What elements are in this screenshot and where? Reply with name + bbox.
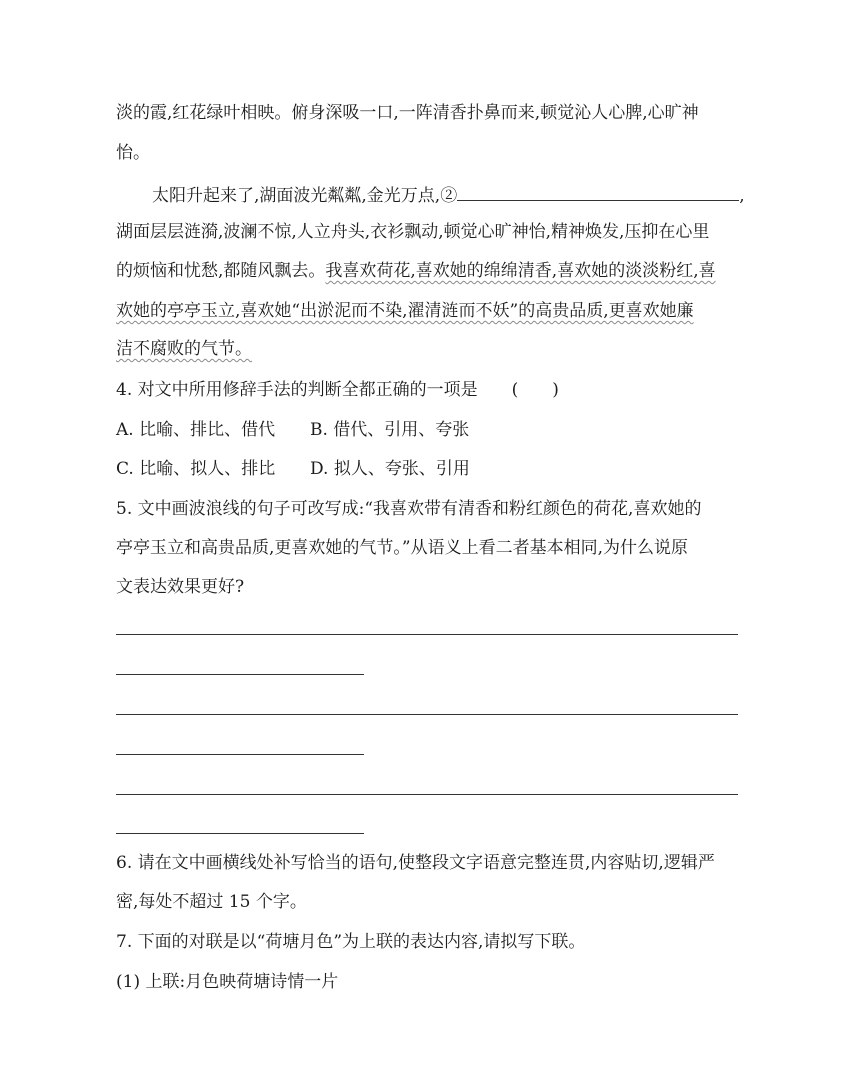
question-4-text: 4. 对文中所用修辞手法的判断全都正确的一项是 <box>116 380 478 400</box>
option-b[interactable]: B. 借代、引用、夸张 <box>310 420 470 440</box>
option-a[interactable]: A. 比喻、排比、借代 <box>116 420 276 440</box>
passage-line-5 <box>116 260 716 282</box>
answer-line-3[interactable] <box>116 714 738 715</box>
wavy-underlined-sentence-part-2: 欢她的亭亭玉立,喜欢她“出淤泥而不染,濯清涟而不妖”的高贵品质,更喜欢她廉 <box>116 301 694 321</box>
option-c[interactable]: C. 比喻、拟人、排比 <box>116 459 276 479</box>
question-5-line-3: 文表达效果更好? <box>116 577 245 597</box>
fill-blank-2[interactable] <box>457 182 739 201</box>
question-7-line-1: 7. 下面的对联是以“荷塘月色”为上联的表达内容,请拟写下联。 <box>116 932 586 952</box>
wavy-underlined-sentence-part-1: 我喜欢荷花,喜欢她的绵绵清香,喜欢她的淡淡粉红,喜 <box>325 261 716 281</box>
passage-line-1: 淡的霞,红花绿叶相映。俯身深吸一口,一阵清香扑鼻而来,顿觉沁人心脾,心旷神 <box>116 103 699 123</box>
passage-line-7 <box>116 338 252 360</box>
passage-line-6 <box>116 300 694 322</box>
passage-line-3 <box>152 182 745 207</box>
question-7-line-2: (1) 上联:月色映荷塘诗情一片 <box>116 972 339 992</box>
wavy-underlined-sentence-part-3: 洁不腐败的气节。 <box>116 339 252 359</box>
question-4-stem <box>116 379 559 401</box>
passage-line-3-comma: , <box>739 186 745 206</box>
question-6-line-1: 6. 请在文中画横线处补写恰当的语句,使整段文字语意完整连贯,内容贴切,逻辑严 <box>116 853 715 873</box>
passage-line-3-text: 太阳升起来了,湖面波光粼粼,金光万点,② <box>152 186 458 206</box>
answer-line-2[interactable] <box>116 674 364 675</box>
answer-line-5[interactable] <box>116 794 738 795</box>
question-4-options-row-2 <box>116 458 470 480</box>
passage-line-2: 怡。 <box>116 143 150 163</box>
question-4-options-row-1 <box>116 419 470 441</box>
passage-line-5-plain: 的烦恼和忧愁,都随风飘去。 <box>116 261 326 281</box>
answer-line-4[interactable] <box>116 754 364 755</box>
answer-line-6[interactable] <box>116 833 364 834</box>
question-5-line-2: 亭亭玉立和高贵品质,更喜欢她的气节。”从语义上看二者基本相同,为什么说原 <box>116 538 688 558</box>
question-6-line-2: 密,每处不超过 15 个字。 <box>116 892 307 912</box>
question-5-line-1: 5. 文中画波浪线的句子可改写成:“我喜欢带有清香和粉红颜色的荷花,喜欢她的 <box>116 499 702 519</box>
answer-paren: ( ) <box>511 380 559 400</box>
passage-line-4: 湖面层层涟漪,波澜不惊,人立舟头,衣衫飘动,顿觉心旷神怡,精神焕发,压抑在心里 <box>116 222 710 242</box>
option-d[interactable]: D. 拟人、夸张、引用 <box>310 459 470 479</box>
answer-line-1[interactable] <box>116 634 738 635</box>
